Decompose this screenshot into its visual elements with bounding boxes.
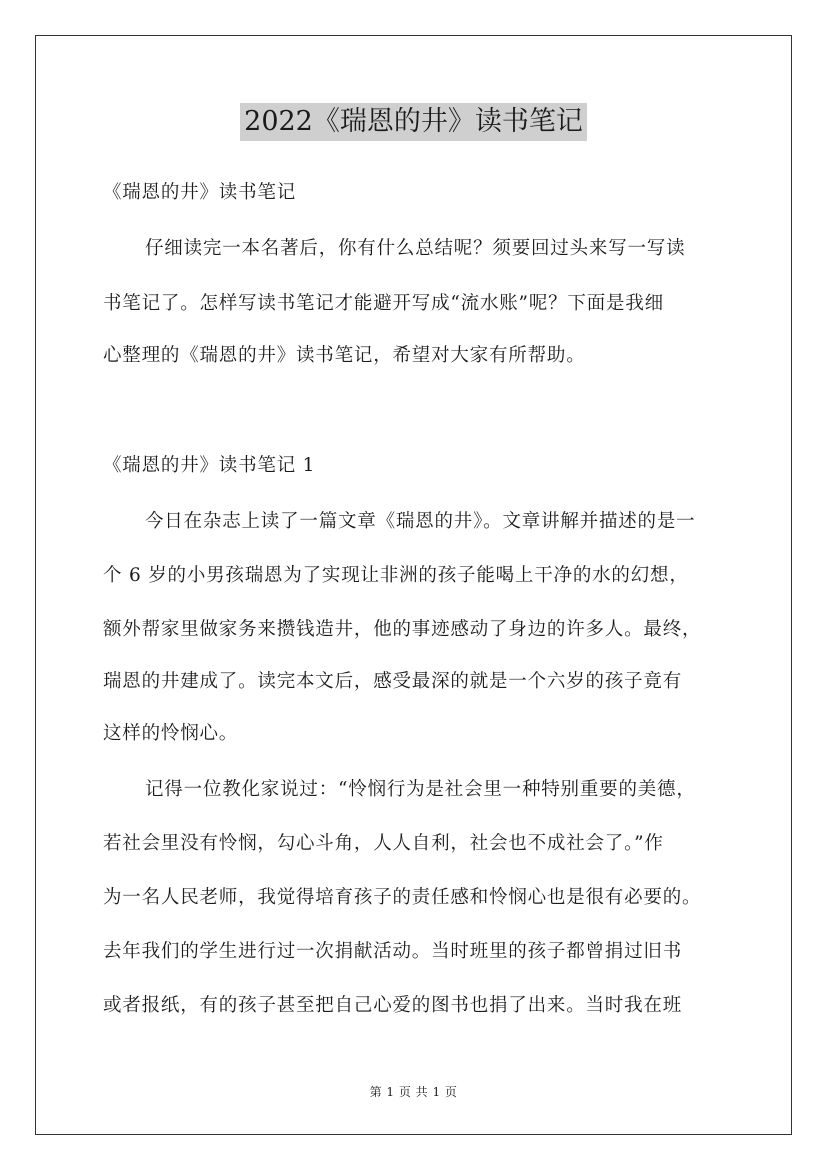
paragraph-line: 瑞恩的井建成了。读完本文后，感受最深的就是一个六岁的孩子竟有 bbox=[103, 671, 683, 692]
paragraph-line: 这样的怜悯心。 bbox=[103, 723, 239, 744]
intro-line: 心整理的《瑞恩的井》读书笔记，希望对大家有所帮助。 bbox=[103, 345, 586, 366]
paragraph-line: 为一名人民老师，我觉得培育孩子的责任感和怜悯心也是很有必要的。 bbox=[103, 887, 702, 908]
title-container bbox=[0, 103, 827, 141]
section-heading: 《瑞恩的井》读书笔记 1 bbox=[103, 455, 316, 476]
paragraph-line: 或者报纸，有的孩子甚至把自己心爱的图书也捐了出来。当时我在班 bbox=[103, 995, 683, 1016]
paragraph-line: 个 6 岁的小男孩瑞恩为了实现让非洲的孩子能喝上干净的水的幻想， bbox=[103, 565, 689, 586]
document-title: 2022《瑞恩的井》读书笔记 bbox=[240, 103, 587, 141]
intro-line: 书笔记了。怎样写读书笔记才能避开写成“流水账”呢？下面是我细 bbox=[103, 293, 664, 314]
page-footer: 第 1 页 共 1 页 bbox=[369, 1085, 458, 1099]
paragraph-line: 今日在杂志上读了一篇文章《瑞恩的井》。文章讲解并描述的是一 bbox=[145, 511, 696, 532]
document-subtitle: 《瑞恩的井》读书笔记 bbox=[103, 182, 297, 203]
paragraph-line: 记得一位教化家说过：“怜悯行为是社会里一种特别重要的美德， bbox=[145, 779, 696, 800]
paragraph-line: 去年我们的学生进行过一次捐献活动。当时班里的孩子都曾捐过旧书 bbox=[103, 941, 683, 962]
paragraph-line: 若社会里没有怜悯，勾心斗角，人人自利，社会也不成社会了。”作 bbox=[103, 833, 664, 854]
intro-line: 仔细读完一本名著后，你有什么总结呢？须要回过头来写一写读 bbox=[145, 238, 686, 259]
paragraph-line: 额外帮家里做家务来攒钱造井，他的事迹感动了身边的许多人。最终， bbox=[103, 619, 702, 640]
